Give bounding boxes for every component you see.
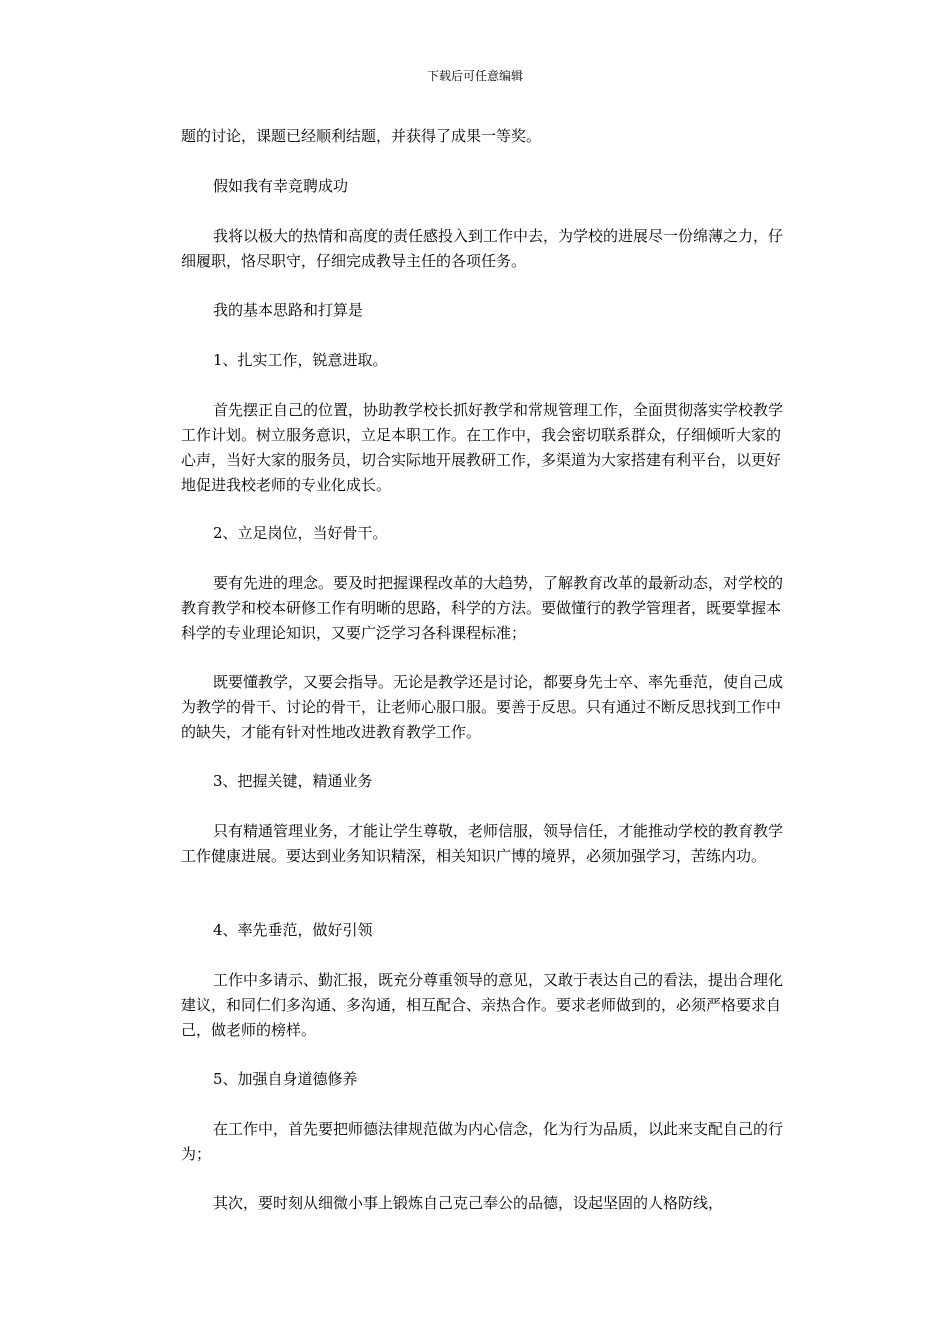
heading-basic-ideas: 我的基本思路和打算是 (213, 301, 364, 319)
heading-item-3: 3、把握关键，精通业务 (213, 772, 373, 790)
heading-if-successful: 假如我有幸竞聘成功 (213, 177, 349, 195)
heading-item-2: 2、立足岗位，当好骨干。 (213, 524, 388, 542)
paragraph-item-2a: 要有先进的理念。要及时把握课程改革的大趋势，了解教育改革的最新动态，对学校的教育教学和校本研修工作有明晰的思路，科学的方法。要做懂行的教学管理者，既要掌握本科学的专业理论知识，又要广泛学习各科课程标准； (181, 574, 784, 642)
page-header: 下载后可任意编辑 (426, 69, 523, 83)
heading-item-1: 1、扎实工作，锐意进取。 (213, 351, 388, 369)
paragraph-item-2b: 既要懂教学，又要会指导。无论是教学还是讨论，都要身先士卒、率先垂范，使自己成为教学的骨干、讨论的骨干，让老师心服口服。要善于反思。只有通过不断反思找到工作中的缺失，才能有针对性地改进教育教学工作。 (181, 673, 784, 741)
heading-item-4: 4、率先垂范，做好引领 (213, 921, 373, 939)
paragraph-item-3: 只有精通管理业务，才能让学生尊敬，老师信服，领导信任，才能推动学校的教育教学工作健康进展。要达到业务知识精深，相关知识广博的境界，必须加强学习，苦练内功。 (181, 822, 784, 865)
paragraph-item-5b: 其次，要时刻从细微小事上锻炼自己克己奉公的品德，设起坚固的人格防线， (213, 1194, 724, 1212)
heading-item-5: 5、加强自身道德修养 (213, 1070, 358, 1088)
paragraph-item-4: 工作中多请示、勤汇报，既充分尊重领导的意见，又敢于表达自己的看法，提出合理化建议，和同仁们多沟通、多沟通，相互配合、亲热合作。要求老师做到的，必须严格要求自己，做老师的榜样。 (181, 971, 784, 1039)
paragraph-commitment: 我将以极大的热情和高度的责任感投入到工作中去，为学校的进展尽一份绵薄之力，仔细履职，恪尽职守，仔细完成教导主任的各项任务。 (181, 227, 784, 270)
paragraph-item-1: 首先摆正自己的位置，协助教学校长抓好教学和常规管理工作，全面贯彻落实学校教学工作计划。树立服务意识，立足本职工作。在工作中，我会密切联系群众，仔细倾听大家的心声，当好大家的服务员，切合实际地开展教研工作，多渠道为大家搭建有利平台，以更好地促进我校老师的专业化成长。 (181, 401, 784, 494)
paragraph-continuation: 题的讨论，课题已经顺利结题，并获得了成果一等奖。 (181, 127, 542, 145)
paragraph-item-5a: 在工作中，首先要把师德法律规范做为内心信念，化为行为品质，以此来支配自己的行为； (181, 1120, 784, 1163)
